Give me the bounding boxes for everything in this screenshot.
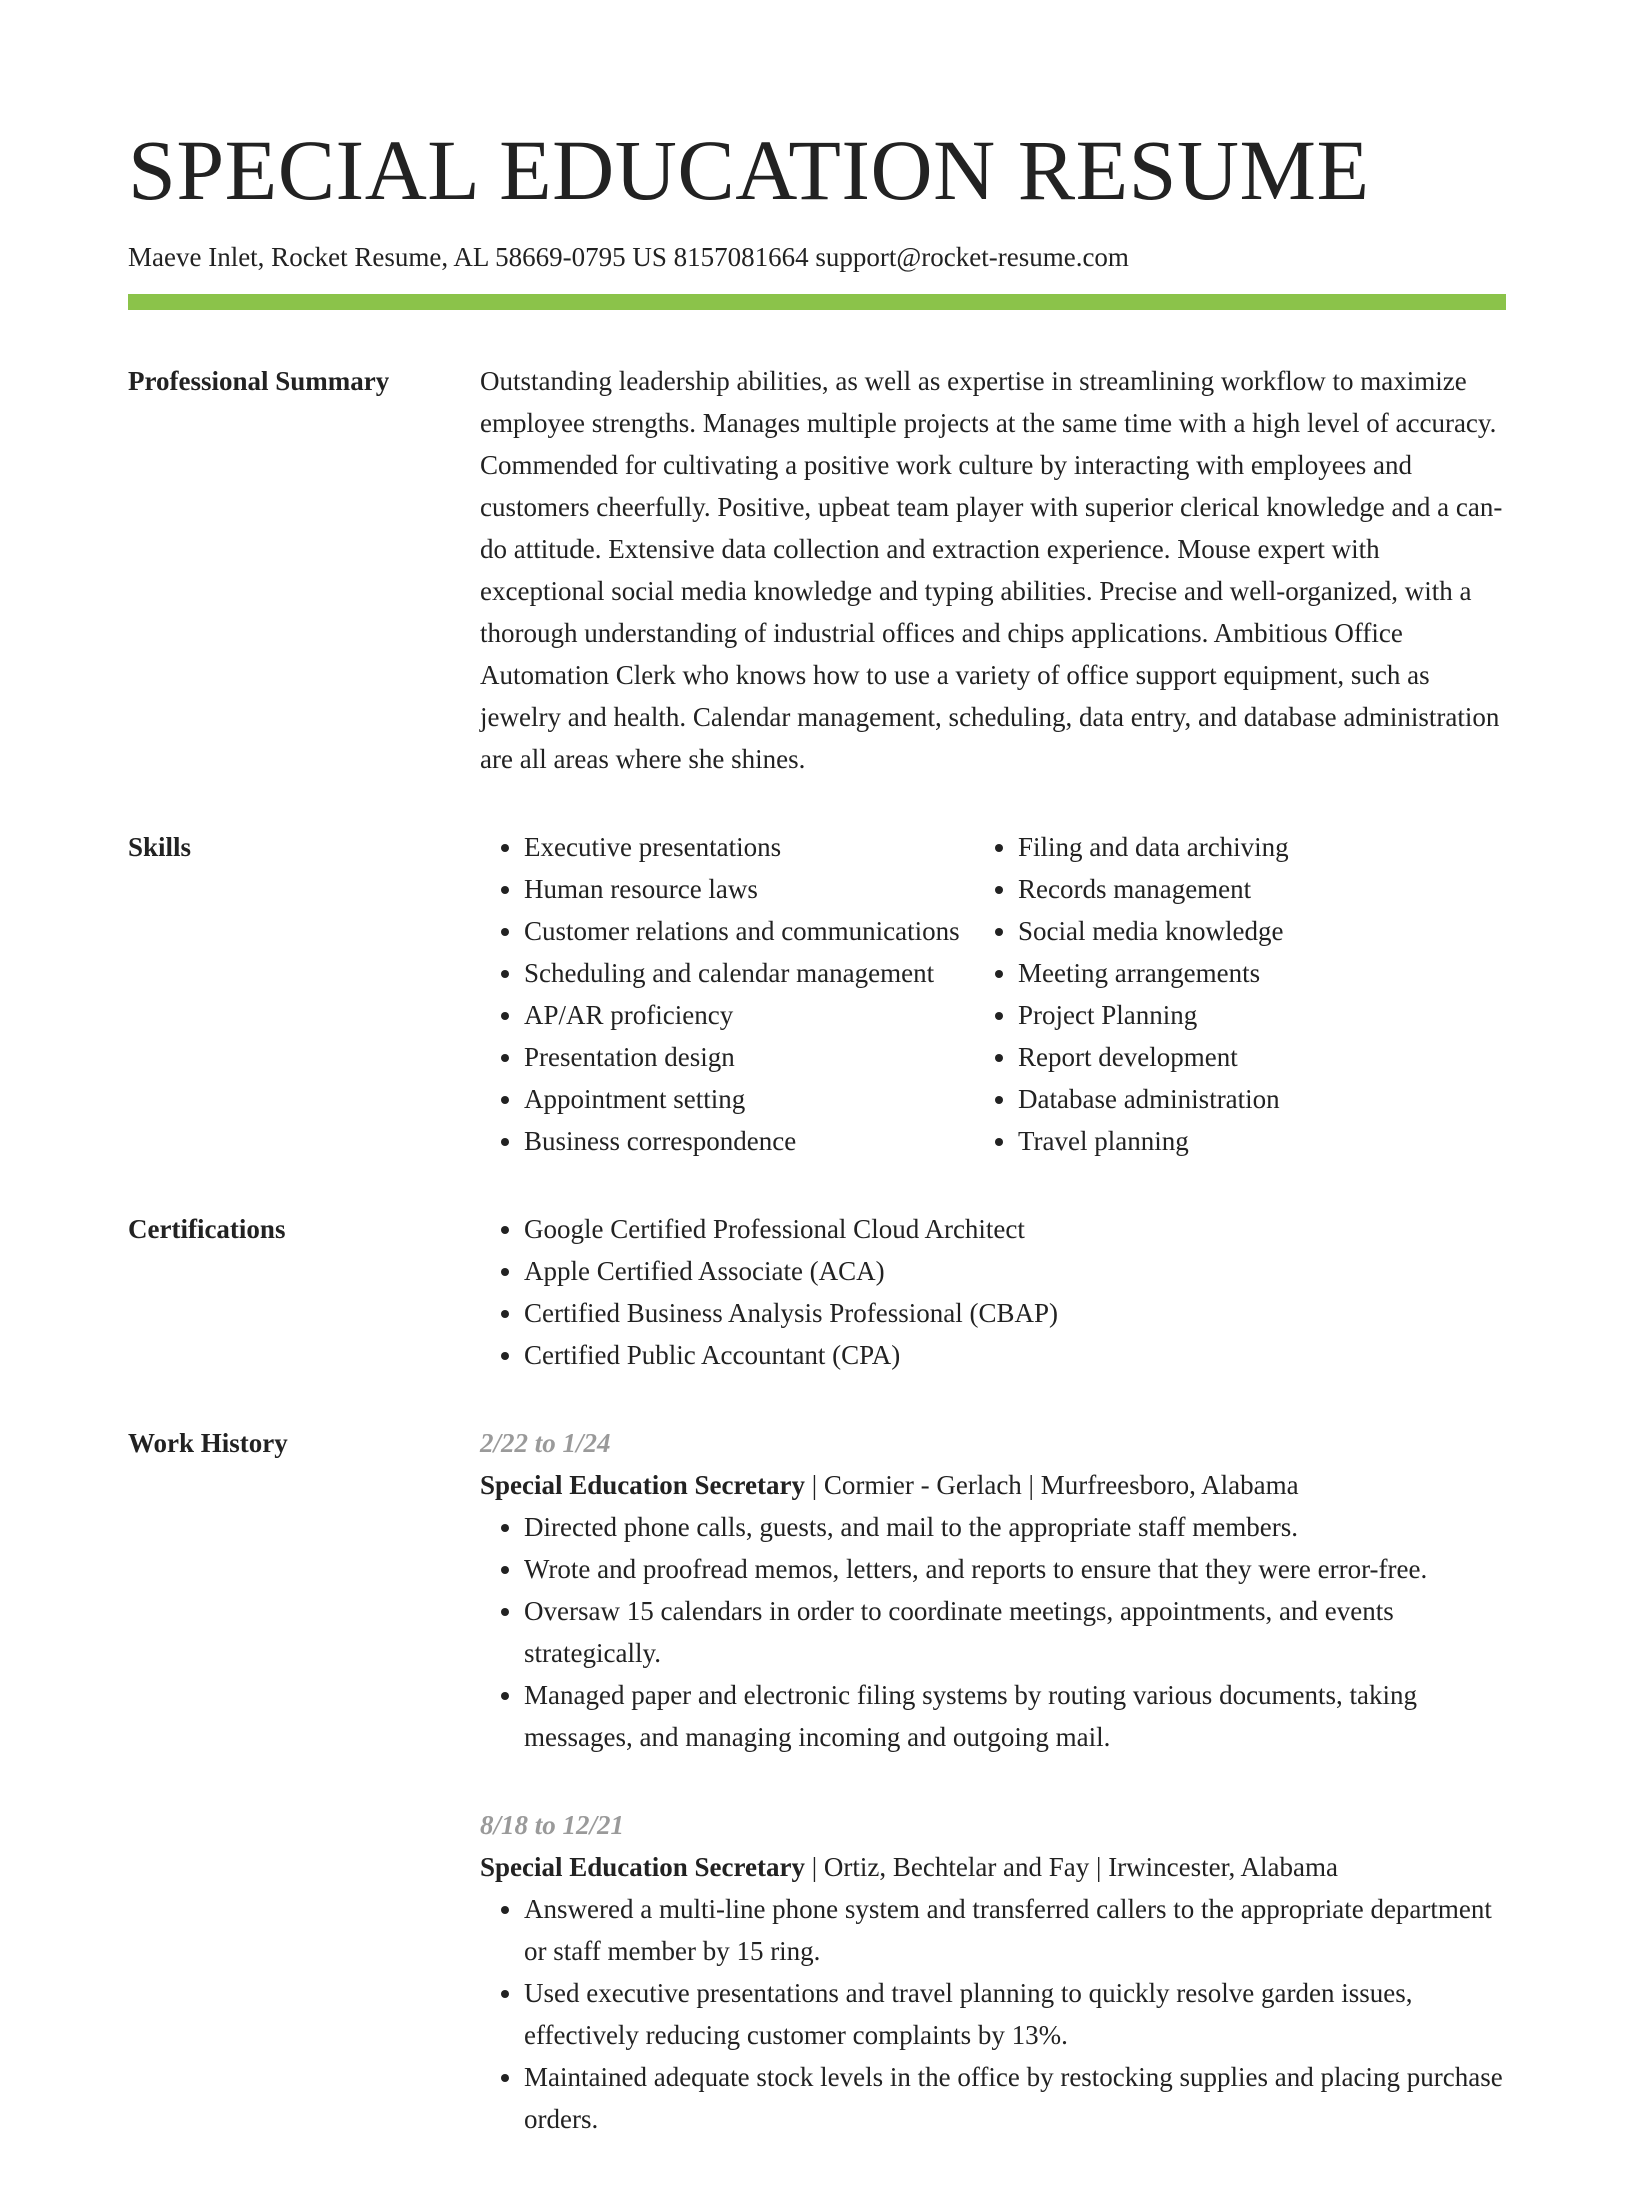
skill-item: • Database administration	[1018, 1078, 1488, 1120]
work-history-body	[480, 1422, 1506, 2186]
skills-column-2	[984, 826, 1488, 1162]
job-dates: 2/22 to 1/24	[480, 1428, 611, 1458]
skill-item: • AP/AR proficiency	[524, 994, 984, 1036]
job-duty-item: • Directed phone calls, guests, and mail to the appropriate staff members.	[524, 1506, 1506, 1548]
certification-item: • Certified Business Analysis Professional (CBAP)	[524, 1292, 1506, 1334]
skill-item: • Presentation design	[524, 1036, 984, 1078]
job-duties-list	[480, 1506, 1506, 1758]
skill-item: • Customer relations and communications	[524, 910, 984, 952]
job-duty-item: • Oversaw 15 calendars in order to coordinate meetings, appointments, and events strategically.	[524, 1590, 1506, 1674]
job-dates: 8/18 to 12/21	[480, 1810, 625, 1840]
certification-item: • Certified Public Accountant (CPA)	[524, 1334, 1506, 1376]
skills-section	[128, 826, 1506, 1162]
skill-item: • Records management	[1018, 868, 1488, 910]
job-duty-item: • Managed paper and electronic filing systems by routing various documents, taking messages, and managing incoming and outgoing mail.	[524, 1674, 1506, 1758]
skill-item: • Appointment setting	[524, 1078, 984, 1120]
job-heading	[480, 1464, 1506, 1506]
summary-label: Professional Summary	[128, 366, 390, 396]
job-duty-item: • Maintained adequate stock levels in the office by restocking supplies and placing purchase orders.	[524, 2056, 1506, 2140]
summary-body	[480, 360, 1506, 780]
skill-item: • Meeting arrangements	[1018, 952, 1488, 994]
certification-item: • Apple Certified Associate (ACA)	[524, 1250, 1506, 1292]
skill-item: • Scheduling and calendar management	[524, 952, 984, 994]
job-title: Special Education Secretary	[480, 1852, 805, 1882]
certification-item: • Google Certified Professional Cloud Architect	[524, 1208, 1506, 1250]
skill-item: • Business correspondence	[524, 1120, 984, 1162]
work-history-label: Work History	[128, 1428, 288, 1458]
job-entry	[480, 1804, 1506, 2140]
skill-item: • Human resource laws	[524, 868, 984, 910]
skills-list-2	[984, 826, 1488, 1162]
job-heading	[480, 1846, 1506, 1888]
certifications-body	[480, 1208, 1506, 1376]
job-duties-list	[480, 1888, 1506, 2140]
summary-text: Outstanding leadership abilities, as well as expertise in streamlining workflow to maximize employee strengths. Manages multiple projects at the same time with a high level of accuracy. Commended for cultivating a positive work culture by interacting with employees and customers cheerfully. Positive, upbeat team player with superior clerical knowledge and a can-do attitude. Extensive data collection and extraction experience. Mouse expert with exceptional social media knowledge and typing abilities. Precise and well-organized, with a thorough understanding of industrial offices and chips applications. Ambitious Office Automation Clerk who knows how to use a variety of office support equipment, such as jewelry and health. Calendar management, scheduling, data entry, and database administration are all areas where she shines.	[480, 366, 1503, 774]
skills-list-1	[480, 826, 984, 1162]
job-title: Special Education Secretary	[480, 1470, 805, 1500]
header-divider	[128, 294, 1506, 310]
job-details: | Cormier - Gerlach | Murfreesboro, Alabama	[804, 1470, 1299, 1500]
job-entry	[480, 1422, 1506, 1758]
certifications-list	[480, 1208, 1506, 1376]
skill-item: • Social media knowledge	[1018, 910, 1488, 952]
skills-grid	[480, 826, 1506, 1162]
skill-item: • Report development	[1018, 1036, 1488, 1078]
job-duty-item: • Used executive presentations and travel planning to quickly resolve garden issues, effectively reducing customer complaints by 13%.	[524, 1972, 1506, 2056]
work-history-section	[128, 1422, 1506, 2186]
skills-column-1	[480, 826, 984, 1162]
contact-line: Maeve Inlet, Rocket Resume, AL 58669-0795 US 8157081664 support@rocket-resume.com	[128, 242, 1129, 272]
certifications-section	[128, 1208, 1506, 1376]
resume-title: SPECIAL EDUCATION RESUME	[128, 122, 1370, 218]
skill-item: • Filing and data archiving	[1018, 826, 1488, 868]
skill-item: • Travel planning	[1018, 1120, 1488, 1162]
summary-section	[128, 360, 1506, 780]
skills-label: Skills	[128, 832, 192, 862]
resume-page	[128, 0, 1506, 2186]
job-duty-item: • Answered a multi-line phone system and transferred callers to the appropriate department or staff member by 15 ring.	[524, 1888, 1506, 1972]
certifications-label: Certifications	[128, 1214, 286, 1244]
job-duty-item: • Wrote and proofread memos, letters, and reports to ensure that they were error-free.	[524, 1548, 1506, 1590]
skills-body	[480, 826, 1506, 1162]
skill-item: • Executive presentations	[524, 826, 984, 868]
job-details: | Ortiz, Bechtelar and Fay | Irwincester, Alabama	[804, 1852, 1339, 1882]
skill-item: • Project Planning	[1018, 994, 1488, 1036]
